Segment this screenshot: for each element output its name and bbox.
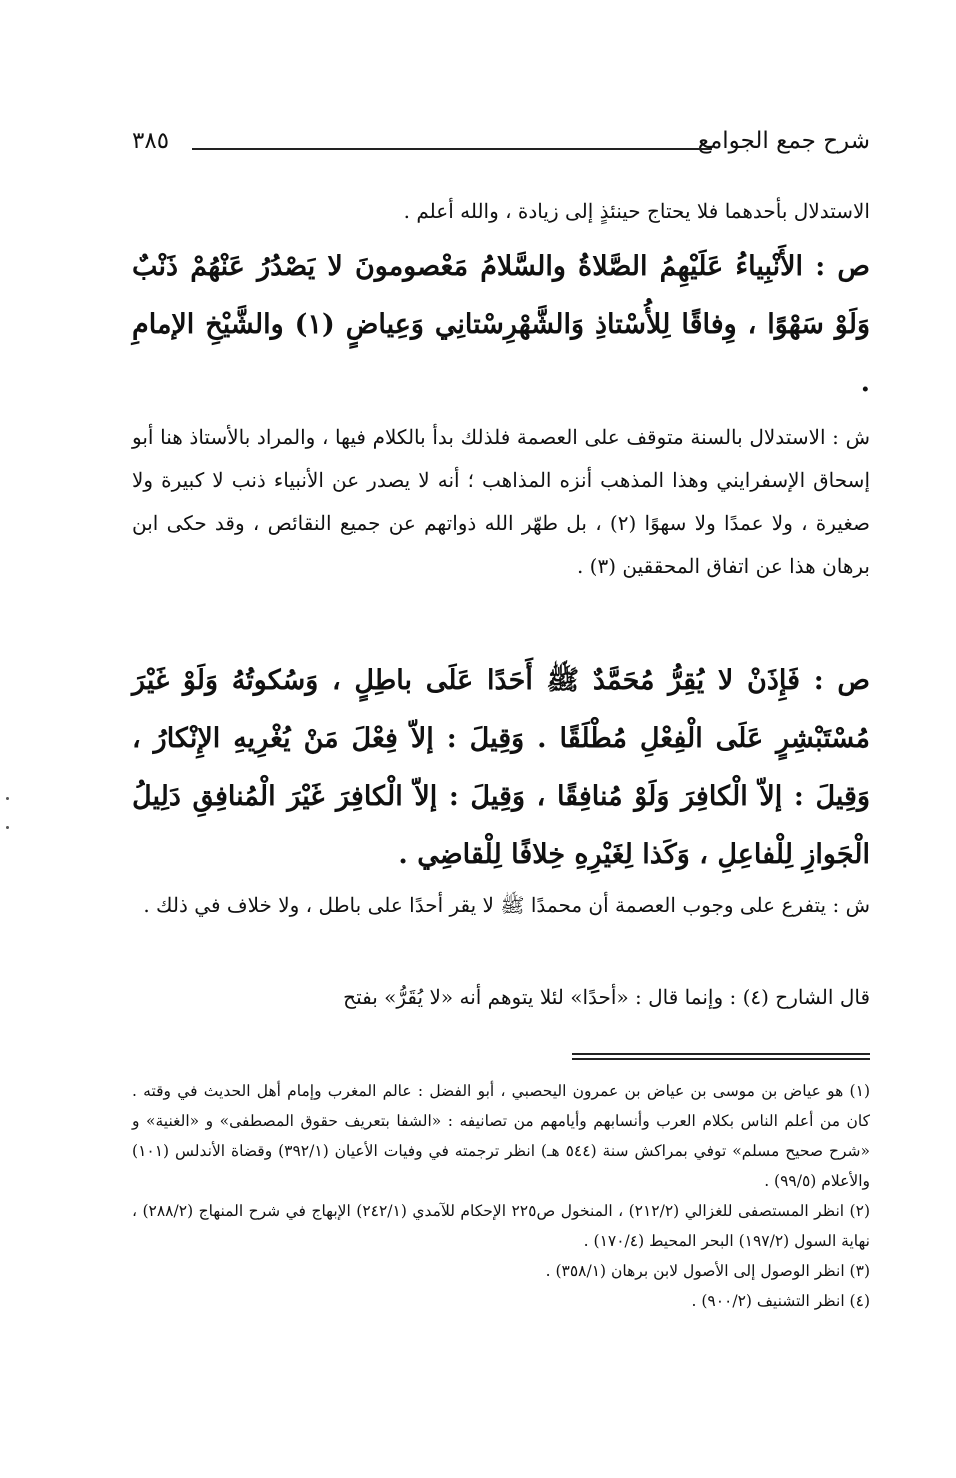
footnote-4: (٤) انظر التشنيف (٩٠٠/٢) . bbox=[691, 1292, 870, 1310]
page-number: ٣٨٥ bbox=[132, 128, 170, 154]
footnotes bbox=[132, 1076, 870, 1316]
footnote-3: (٣) انظر الوصول إلى الأصول لابن برهان (٣٥٨/١) . bbox=[545, 1262, 870, 1280]
footnote-1: (١) هو عياض بن موسى بن عياض بن عمرون اليحصبي ، أبو الفضل : عالم المغرب وإمام أهل الحديث في وقته . كان من أعلم الناس بكلام العرب وأنسابهم وأيامهم من تصانيفه : «الشفا بتعريف حقوق المصطفى» و «الغنية» و «شرح صحيح مسلم» توفي بمراكش سنة (٥٤٤ هـ) انظر ترجمته في وفيات الأعيان (٣٩٢/١) وقضاة الأندلس (١٠١) والأعلام (٩٩/٥) . bbox=[132, 1082, 870, 1190]
book-title: شرح جمع الجوامع bbox=[697, 128, 870, 154]
sharh-paragraph-2: ش : يتفرع على وجوب العصمة أن محمدًا ﷺ لا يقر أحدًا على باطل ، ولا خلاف في ذلك . bbox=[143, 893, 870, 917]
sharh-paragraph-1: ش : الاستدلال بالسنة متوقف على العصمة فلذلك بدأ بالكلام فيها ، والمراد بالأستاذ هنا أبو إسحاق الإسفرايني وهذا المذهب أنزه المذاهب ؛ أنه لا يصدر عن الأنبياء ذنب لا كبيرة ولا صغيرة ، ولا عمدًا ولا سهوًا (٢) ، بل طهّر الله ذواتهم عن جميع النقائص ، وقد حكى ابن برهان هذا عن اتفاق المحققين (٣) . bbox=[132, 425, 870, 578]
matn-paragraph-1: ص : الأَنْبِياءُ عَلَيْهِمُ الصَّلاةُ والسَّلامُ مَعْصومونَ لا يَصْدُرُ عَنْهُمْ ذَنْبٌ وَلَوْ سَهْوًا ، وِفاقًا لِلأُسْتاذِ وَالشَّهْرِسْتانِي وَعِياضٍ (١) والشَّيْخِ الإمامِ . bbox=[132, 251, 871, 398]
paragraph-continuation: الاستدلال بأحدهما فلا يحتاج حينئذٍ إلى زيادة ، والله أعلم . bbox=[403, 199, 870, 223]
sharh-paragraph-3: قال الشارح (٤) : وإنما قال : «أحدًا» لئلا يتوهم أنه «لا يُقَرُّ» بفتح bbox=[343, 985, 870, 1009]
footnote-separator bbox=[572, 1053, 870, 1063]
footnote-2: (٢) انظر المستصفى للغزالي (٢١٢/٢) ، المنخول ص٢٢٥ الإحكام للآمدي (٢٤٢/١) الإبهاج في شرح المنهاج (٢٨٨/٢) ، نهاية السول (١٩٧/٢) البحر المحيط (١٧٠/٤) . bbox=[132, 1202, 870, 1250]
matn-paragraph-2: ص : فَإِذَنْ لا يُقِرُّ مُحَمَّدٌ ﷺ أَحَدًا عَلَى باطِلٍ ، وَسُكوتُهُ وَلَوْ غَيْرَ مُسْتَبْشِرٍ عَلَى الْفِعْلِ مُطْلَقًا . وَقِيلَ : إلاّ فِعْلَ مَنْ يُغْرِيهِ الإِنْكارُ ، وَقِيلَ : إلاّ الْكافِرَ وَلَوْ مُنافِقًا ، وَقِيلَ : إلاّ الْكافِرَ غَيْرَ الْمُنافِقِ دَلِيلُ الْجَوازِ لِلْفاعِلِ ، وَكَذا لِغَيْرِهِ خِلافًا لِلْقاضِي . bbox=[132, 665, 870, 870]
header-rule bbox=[192, 148, 712, 150]
margin-dot bbox=[6, 797, 9, 800]
running-header bbox=[132, 128, 870, 168]
margin-dot bbox=[6, 826, 9, 829]
